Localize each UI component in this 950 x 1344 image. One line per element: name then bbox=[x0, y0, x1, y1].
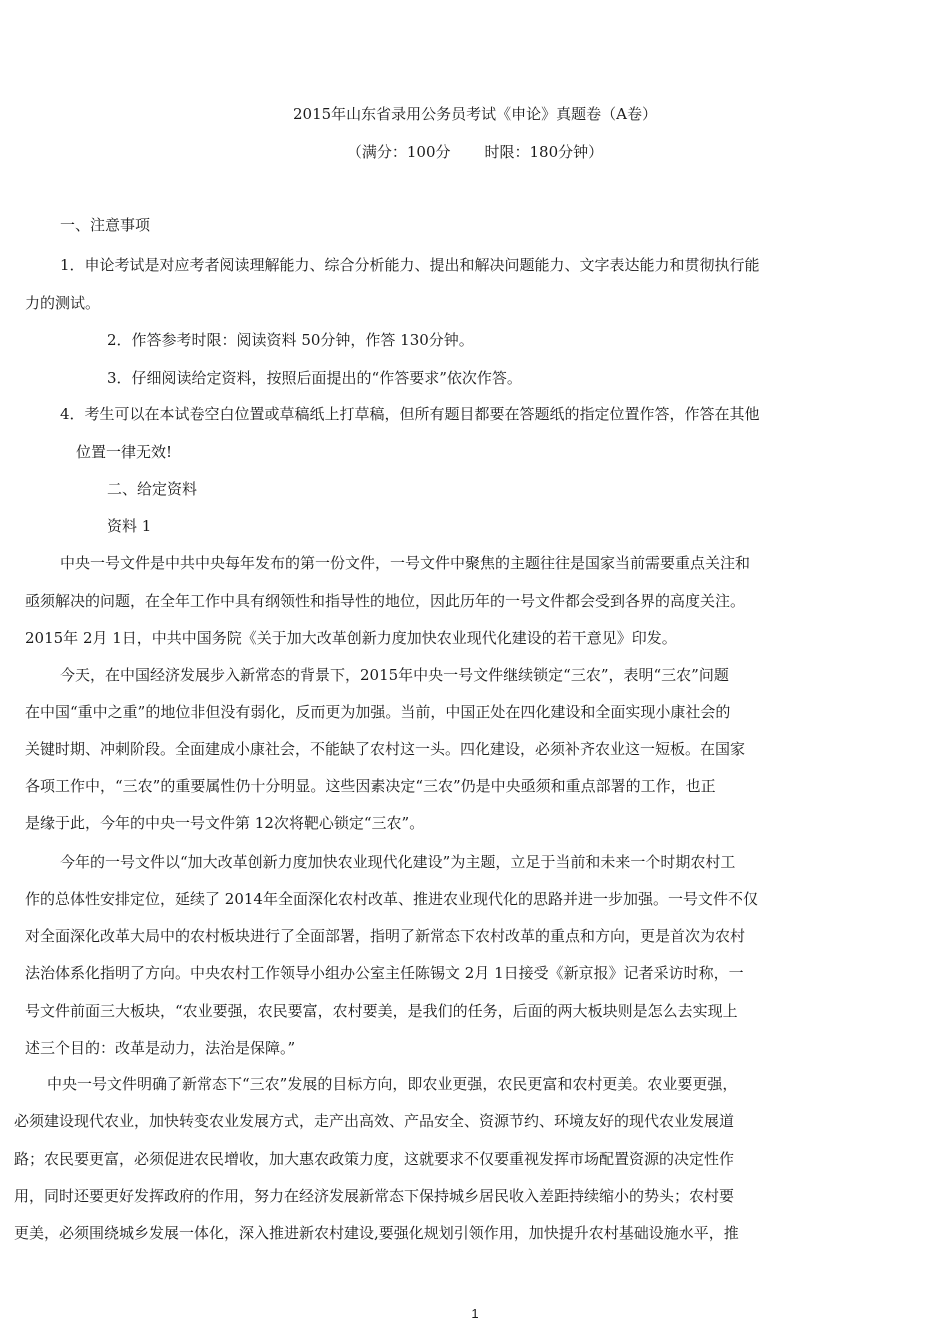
section-heading: 二、给定资料 bbox=[107, 480, 198, 498]
text-line: 位置一律无效! bbox=[76, 443, 173, 461]
text-line: 今天，在中国经济发展步入新常态的背景下，2015年中央一号文件继续锁定“三农”，表明“三农”问题 bbox=[60, 666, 729, 684]
text-line: 3．仔细阅读给定资料，按照后面提出的“作答要求”依次作答。 bbox=[107, 369, 522, 387]
text-line: 4．考生可以在本试卷空白位置或草稿纸上打草稿，但所有题目都要在答题纸的指定位置作答，作答在其他 bbox=[60, 405, 760, 423]
text-line: 必须建设现代农业，加快转变农业发展方式，走产出高效、产品安全、资源节约、环境友好的现代农业发展道 bbox=[14, 1112, 735, 1130]
page-number: 1 bbox=[471, 1306, 479, 1321]
text-line: 号文件前面三大板块，“农业要强，农民要富，农村要美，是我们的任务，后面的两大板块则是怎么去实现上 bbox=[25, 1002, 738, 1020]
text-line: 中央一号文件是中共中央每年发布的第一份文件，一号文件中聚焦的主题往往是国家当前需要重点关注和 bbox=[60, 554, 751, 572]
text-line: 力的测试。 bbox=[25, 294, 101, 312]
text-line: 2015年 2月 1日，中共中国务院《关于加大改革创新力度加快农业现代化建设的若干意见》印发。 bbox=[25, 629, 677, 647]
text-line: 路；农民要更富，必须促进农民增收，加大惠农政策力度，这就要求不仅要重视发挥市场配置资源的决定性作 bbox=[14, 1150, 735, 1168]
text-line: 更美，必须围绕城乡发展一体化，深入推进新农村建设,要强化规划引领作用，加快提升农村基础设施水平，推 bbox=[14, 1224, 739, 1242]
text-line: 亟须解决的问题，在全年工作中具有纲领性和指导性的地位，因此历年的一号文件都会受到各界的高度关注。 bbox=[25, 592, 746, 610]
text-line: 是缘于此，今年的中央一号文件第 12次将靶心锁定“三农”。 bbox=[25, 814, 425, 832]
subtitle-time: 时限：180分钟） bbox=[484, 143, 604, 161]
text-line: 作的总体性安排定位，延续了 2014年全面深化农村改革、推进农业现代化的思路并进一步加强。一号文件不仅 bbox=[25, 890, 758, 908]
text-line: 对全面深化改革大局中的农村板块进行了全面部署，指明了新常态下农村改革的重点和方向，更是首次为农村 bbox=[25, 927, 746, 945]
text-line: 一、注意事项 bbox=[60, 216, 151, 234]
text-line: 2．作答参考时限：阅读资料 50分钟，作答 130分钟。 bbox=[107, 331, 474, 349]
text-line: 中央一号文件明确了新常态下“三农”发展的目标方向，即农业更强，农民更富和农村更美。农业要更强， bbox=[47, 1075, 738, 1093]
text-line: 各项工作中，“三农”的重要属性仍十分明显。这些因素决定“三农”仍是中央亟须和重点部署的工作，也正 bbox=[25, 777, 716, 795]
text-line: 今年的一号文件以“加大改革创新力度加快农业现代化建设”为主题，立足于当前和未来一个时期农村工 bbox=[60, 853, 736, 871]
material-heading: 资料 1 bbox=[107, 517, 152, 535]
document-subtitle bbox=[0, 141, 950, 162]
text-line: 在中国“重中之重”的地位非但没有弱化，反而更为加强。当前，中国正处在四化建设和全面实现小康社会的 bbox=[25, 703, 731, 721]
text-line: 述三个目的：改革是动力，法治是保障。” bbox=[25, 1039, 296, 1057]
text-line: 用，同时还要更好发挥政府的作用，努力在经济发展新常态下保持城乡居民收入差距持续缩小的势头；农村要 bbox=[14, 1187, 735, 1205]
text-line: 法治体系化指明了方向。中央农村工作领导小组办公室主任陈锡文 2月 1日接受《新京报》记者采访时称，一 bbox=[25, 964, 744, 982]
text-line: 关键时期、冲刺阶段。全面建成小康社会，不能缺了农村这一头。四化建设，必须补齐农业这一短板。在国家 bbox=[25, 740, 746, 758]
document-title: 2015年山东省录用公务员考试《申论》真题卷（A卷） bbox=[292, 105, 657, 123]
text-line: 1．申论考试是对应考者阅读理解能力、综合分析能力、提出和解决问题能力、文字表达能力和贯彻执行能 bbox=[60, 256, 760, 274]
subtitle-score: （满分：100分 bbox=[346, 143, 451, 161]
